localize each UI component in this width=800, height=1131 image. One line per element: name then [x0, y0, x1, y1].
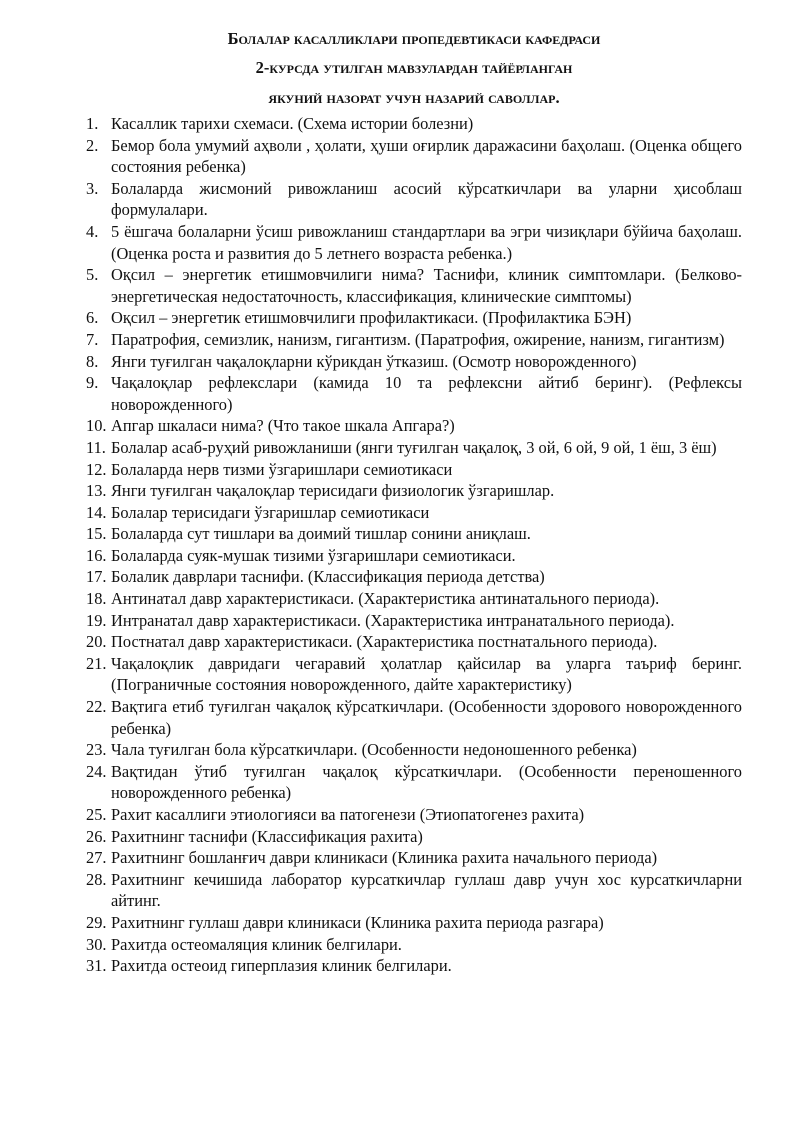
- question-number: 23.: [86, 740, 107, 760]
- question-number: 6.: [86, 308, 99, 328]
- question-item: [86, 826, 742, 848]
- question-text: Болаларда суяк-мушак тизими ўзгаришлари семиотикаси.: [111, 545, 516, 565]
- question-item: [86, 804, 742, 826]
- question-number: 1.: [86, 114, 99, 133]
- question-item: [86, 480, 742, 502]
- question-item: [86, 264, 742, 307]
- question-text: Вақтидан ўтиб туғилган чақалоқ кўрсаткичлари. (Особенности переношенного новорожденного ребенка): [111, 761, 742, 803]
- document-heading: якуний назорат учун назарий саволлар.: [268, 88, 560, 107]
- question-number: 15.: [86, 524, 107, 544]
- question-text: 5 ёшгача болаларни ўсиш ривожланиш стандартлари ва эгри чизиқлари бўйича баҳолаш. (Оценка роста и развития до 5 летнего возраста ребенка.): [111, 221, 742, 263]
- question-item: [86, 847, 742, 869]
- question-number: 11.: [86, 437, 106, 457]
- question-number: 29.: [86, 912, 107, 932]
- question-number: 4.: [86, 221, 99, 241]
- question-text: Рахитнинг таснифи (Классификация рахита): [111, 826, 423, 846]
- question-text: Болалар терисидаги ўзгаришлар семиотикаси: [111, 502, 430, 522]
- question-text: Болаларда жисмоний ривожланиш асосий кўрсаткичлари ва уларни ҳисоблаш формулалари.: [111, 178, 742, 220]
- question-text: Янги туғилган чақалоқлар терисидаги физиологик ўзгаришлар.: [111, 481, 555, 501]
- question-item: [86, 372, 742, 415]
- question-number: 26.: [86, 826, 107, 846]
- question-item: [86, 221, 742, 264]
- question-text: Болаларда сут тишлари ва доимий тишлар сонини аниқлаш.: [111, 524, 531, 544]
- question-text: Апгар шкаласи нима? (Что такое шкала Апгара?): [111, 416, 455, 436]
- question-text: Болалик даврлари таснифи. (Классификация периода детства): [111, 567, 545, 587]
- question-number: 24.: [86, 761, 107, 781]
- question-text: Рахитда остеоид гиперплазия клиник белгилари.: [111, 956, 452, 976]
- question-number: 2.: [86, 135, 99, 155]
- question-item: [86, 502, 742, 524]
- question-number: 3.: [86, 178, 99, 198]
- question-number: 20.: [86, 632, 107, 652]
- question-number: 14.: [86, 502, 107, 522]
- question-text: Рахитнинг кечишида лаборатор курсаткичлар гуллаш давр учун хос курсаткичларни айтинг.: [111, 869, 742, 911]
- question-number: 22.: [86, 697, 107, 717]
- question-text: Чақалоқлар рефлекслари (камида 10 та рефлексни айтиб беринг). (Рефлексы новорожденного): [111, 373, 742, 414]
- question-text: Оқсил – энергетик етишмовчилиги нима? Таснифи, клиник симптомлари. (Белково-энергетическая недостаточность, классификация, клинические симптомы): [111, 265, 742, 306]
- question-item: [86, 178, 742, 221]
- question-text: Чақалоқлик давридаги чегаравий ҳолатлар қайсилар ва уларга таъриф беринг. (Пограничные состояния новорожденного, дайте характеристику): [111, 653, 742, 695]
- question-item: [86, 135, 742, 178]
- question-item: [86, 351, 742, 373]
- question-item: [86, 523, 742, 545]
- question-item: [86, 631, 742, 653]
- question-item: [86, 437, 742, 459]
- question-text: Паратрофия, семизлик, нанизм, гигантизм. (Паратрофия, ожирение, нанизм, гигантизм): [111, 329, 725, 349]
- question-item: [86, 113, 742, 135]
- question-number: 30.: [86, 934, 107, 954]
- question-text: Бемор бола умумий аҳволи , ҳолати, ҳуши оғирлик даражасини баҳолаш. (Оценка общего состояния ребенка): [111, 135, 742, 177]
- question-number: 5.: [86, 265, 99, 285]
- question-text: Оқсил – энергетик етишмовчилиги профилактикаси. (Профилактика БЭН): [111, 308, 632, 328]
- question-text: Рахитнинг бошланғич даври клиникаси (Клиника рахита начального периода): [111, 848, 658, 868]
- question-item: [86, 955, 742, 977]
- question-item: [86, 415, 742, 437]
- question-number: 12.: [86, 459, 107, 479]
- question-text: Рахитнинг гуллаш даври клиникаси (Клиника рахита периода разгара): [111, 912, 604, 932]
- question-number: 31.: [86, 956, 107, 976]
- department-title: Болалар касалликлари пропедевтикаси кафедраси: [227, 29, 601, 48]
- question-number: 28.: [86, 869, 107, 889]
- question-item: [86, 739, 742, 761]
- question-number: 10.: [86, 416, 107, 436]
- question-text: Чала туғилган бола кўрсаткичлари. (Особенности недоношенного ребенка): [111, 740, 637, 760]
- question-item: [86, 869, 742, 912]
- question-item: [86, 696, 742, 739]
- question-item: [86, 653, 742, 696]
- question-item: [86, 329, 742, 351]
- question-item: [86, 566, 742, 588]
- question-number: 19.: [86, 610, 107, 630]
- question-item: [86, 588, 742, 610]
- document-subtitle: 2-курсда утилган мавзулардан тайёрланган: [255, 58, 573, 77]
- question-item: [86, 307, 742, 329]
- question-text: Касаллик тарихи схемаси. (Схема истории болезни): [111, 114, 474, 133]
- question-number: 17.: [86, 567, 107, 587]
- question-number: 7.: [86, 329, 99, 349]
- question-text: Болалар асаб-руҳий ривожланиши (янги туғилган чақалоқ, 3 ой, 6 ой, 9 ой, 1 ёш, 3 ёш): [111, 437, 717, 457]
- question-text: Антинатал давр характеристикаси. (Характеристика антинатального периода).: [111, 589, 660, 609]
- question-item: [86, 912, 742, 934]
- question-item: [86, 934, 742, 956]
- question-text: Рахитда остеомаляция клиник белгилари.: [111, 934, 402, 954]
- question-text: Вақтига етиб туғилган чақалоқ кўрсаткичлари. (Особенности здорового новорожденного ребенка): [111, 697, 742, 738]
- question-number: 27.: [86, 848, 107, 868]
- question-number: 9.: [86, 373, 99, 393]
- question-item: [86, 459, 742, 481]
- question-text: Янги туғилган чақалоқларни кўрикдан ўтказиш. (Осмотр новорожденного): [111, 351, 637, 371]
- question-text: Постнатал давр характеристикаси. (Характеристика постнатального периода).: [111, 632, 658, 652]
- question-list: [86, 113, 742, 977]
- question-item: [86, 761, 742, 804]
- question-number: 21.: [86, 653, 107, 673]
- question-number: 25.: [86, 805, 107, 824]
- question-text: Интранатал давр характеристикаси. (Характеристика интранатального периода).: [111, 610, 675, 630]
- question-number: 13.: [86, 481, 107, 501]
- question-item: [86, 545, 742, 567]
- question-number: 18.: [86, 589, 107, 609]
- question-number: 8.: [86, 351, 99, 371]
- question-text: Рахит касаллиги этиологияси ва патогенези (Этиопатогенез рахита): [111, 805, 585, 824]
- question-text: Болаларда нерв тизми ўзгаришлари семиотикаси: [111, 459, 453, 479]
- question-item: [86, 610, 742, 632]
- question-number: 16.: [86, 545, 107, 565]
